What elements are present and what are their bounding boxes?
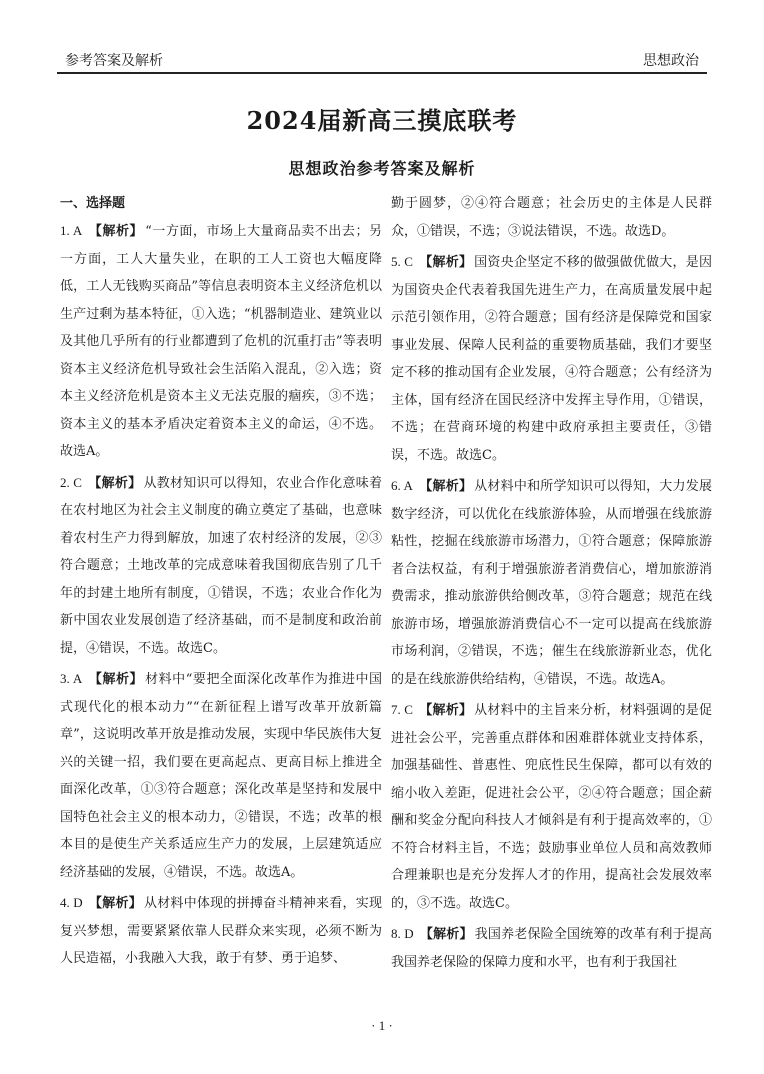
question-number: 6. A [391, 478, 413, 493]
analysis-tag: 【解析】 [419, 479, 473, 494]
analysis-tag: 【解析】 [88, 672, 144, 687]
question-6 [391, 472, 712, 693]
question-text: “一方面，市场上大量商品卖不出去；另一方面，工人大量失业，在职的工人工资也大幅度降低，工人无钱购买商品”等信息表明资本主义经济危机以生产过剩为基本特征，①入选；“机器制造业、建筑业以及其他几乎所有的行业都遭到了危机的沉重打击”等表明资本主义经济危机导致社会生活陷入混乱，②入选；资本主义经济危机是资本主义无法克服的痼疾，③不选；资本主义的基本矛盾决定着资本主义的命运，④不选。故选A。 [60, 224, 382, 459]
question-4-continuation: 勤于圆梦，②④符合题意；社会历史的主体是人民群众，①错误，不选；③说法错误，不选。故选D。 [391, 196, 712, 239]
question-number: 3. A [60, 671, 83, 686]
section-title: 一、选择题 [60, 196, 126, 211]
analysis-tag: 【解析】 [419, 255, 473, 270]
question-text: 从材料中和所学知识可以得知，大力发展数字经济，可以优化在线旅游体验，从而增强在线旅游粘性，挖掘在线旅游市场潜力，①符合题意；保障旅游者合法权益，有利于增强旅游者消费信心，增加旅游消费需求，推动旅游供给侧改革，③符合题意；规范在线旅游市场，增强旅游消费信心不一定可以提高在线旅游市场利润，②错误，不选；催生在线旅游新业态，优化的是在线旅游供给结构，④错误，不选。故选A。 [391, 479, 712, 687]
question-text: 我国养老保险全国统筹的改革有利于提高我国养老保险的保障力度和水平，也有利于我国社 [391, 927, 712, 970]
question-number: 8. D [391, 926, 414, 941]
question-2 [60, 469, 382, 663]
question-7 [391, 696, 712, 917]
question-number: 5. C [391, 254, 413, 269]
header-left-label: 参考答案及解析 [65, 53, 163, 69]
question-text: 国资央企坚定不移的做强做优做大，是因为国资央企代表着我国先进生产力，在高质量发展中起示范引领作用，②符合题意；国有经济是保障党和国家事业发展、保障人民利益的重要物质基础，我们才要坚定不移的推动国有企业发展，④符合题意；公有经济为主体，国有经济在国民经济中发挥主导作用，①错误，不选；在营商环境的构建中政府承担主要责任，③错误，不选。故选C。 [391, 255, 712, 463]
question-1 [60, 217, 382, 466]
analysis-tag: 【解析】 [89, 896, 142, 911]
question-number: 1. A [60, 223, 83, 238]
analysis-tag: 【解析】 [88, 475, 142, 491]
question-text: 从材料中体现的拼搏奋斗精神来看，实现复兴梦想，需要紧紧依靠人民群众来实现，必须不断为人民造福，小我融入大我，敢于有梦、勇于追梦、 [60, 896, 382, 966]
document-subtitle: 思想政治参考答案及解析 [288, 159, 476, 178]
header-right-label: 思想政治 [643, 53, 699, 69]
question-5 [391, 248, 712, 469]
question-number: 7. C [391, 702, 413, 717]
question-number: 2. C [60, 474, 82, 490]
question-3 [60, 665, 382, 886]
page-header [57, 38, 707, 74]
left-column [60, 190, 382, 976]
analysis-tag: 【解析】 [88, 224, 144, 239]
question-text: 从教材知识可以得知，农业合作化意味着在农村地区为社会主义制度的确立奠定了基础，也意味着农村生产力得到解放，加速了农村经济的发展，②③符合题意；土地改革的完成意味着我国彻底告别了几千年的封建土地所有制度，①错误，不选；农业合作化为新中国农业发展创造了经济基础，而不是制度和政治前提，④错误，不选。故选C。 [60, 475, 382, 656]
document-title: 2024届新高三摸底联考 [246, 106, 518, 135]
analysis-tag: 【解析】 [419, 703, 473, 718]
analysis-tag: 【解析】 [419, 927, 473, 942]
question-text: 材料中“要把全面深化改革作为推进中国式现代化的根本动力”“在新征程上谱写改革开放新篇章”，这说明改革开放是推动发展，实现中华民族伟大复兴的关键一招，我们要在更高起点、更高目标上推进全面深化改革，①③符合题意；深化改革是坚持和发展中国特色社会主义的根本动力，②错误，不选；改革的根本目的是使生产关系适应生产力的发展，上层建筑适应经济基础的发展，④错误，不选。故选A。 [60, 672, 382, 880]
right-column [391, 190, 712, 979]
question-4 [60, 889, 382, 973]
question-8 [391, 920, 712, 976]
question-number: 4. D [60, 895, 83, 910]
question-text: 从材料中的主旨来分析，材料强调的是促进社会公平，完善重点群体和困难群体就业支持体系，加强基础性、普惠性、兜底性民生保障，都可以有效的缩小收入差距，促进社会公平，②④符合题意；国企薪酬和奖金分配向科技人才倾斜是有利于提高效率的，①不符合材料主旨，不选；鼓励事业单位人员和高效教师合理兼职也是充分发挥人才的作用，提高社会发展效率的，③不选。故选C。 [391, 703, 712, 911]
page-number: · 1 · [371, 1018, 393, 1033]
